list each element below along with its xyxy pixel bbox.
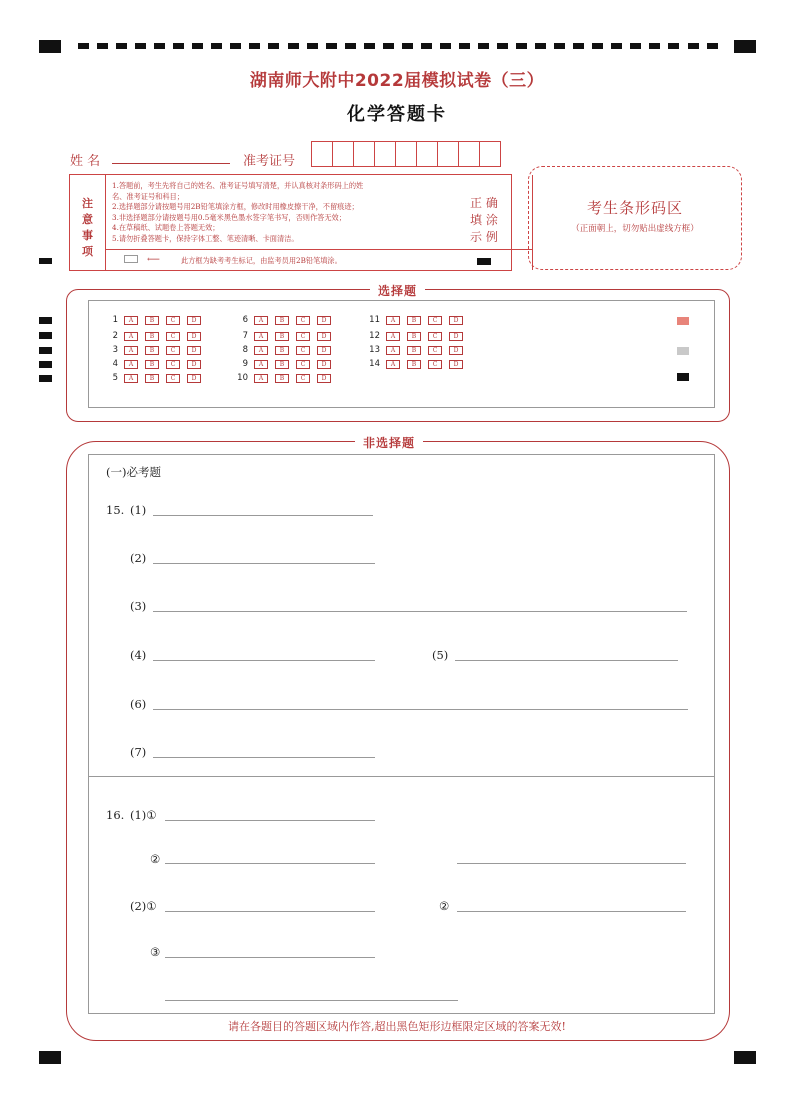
example-label-line: 示 例 <box>470 230 498 244</box>
option-b-bubble[interactable]: B <box>145 346 159 355</box>
q15-part-1: (1) <box>130 503 147 517</box>
choice-question-8 <box>234 345 338 355</box>
option-c-bubble[interactable]: C <box>428 316 442 325</box>
notice-line: 5.请勿折叠答题卡，保持字体工整、笔迹清晰、卡面清洁。 <box>112 233 299 243</box>
notice-head-char: 注 <box>82 197 93 210</box>
choice-question-11 <box>366 315 470 325</box>
question-number: 10 <box>237 373 248 383</box>
option-b-bubble[interactable]: B <box>407 360 421 369</box>
timing-dash <box>478 43 489 49</box>
exam-id-digit-box[interactable] <box>311 141 333 167</box>
option-a-bubble[interactable]: A <box>254 360 268 369</box>
option-a-bubble[interactable]: A <box>124 332 138 341</box>
answer-line[interactable] <box>457 863 686 864</box>
option-d-bubble[interactable]: D <box>187 332 201 341</box>
answer-line[interactable] <box>165 863 375 864</box>
timing-dash <box>688 43 699 49</box>
timing-dash <box>78 43 89 49</box>
timing-dash <box>497 43 508 49</box>
barcode-title: 考生条形码区 <box>586 199 683 217</box>
question-number: 11 <box>369 315 380 325</box>
q16-part-2-circle-2: ② <box>439 899 450 913</box>
exam-id-digit-box[interactable] <box>458 141 480 167</box>
q15-label: 15. <box>106 503 125 517</box>
timing-dash <box>173 43 184 49</box>
option-c-bubble[interactable]: C <box>166 360 180 369</box>
q16-part-2-circle-1: (2)① <box>130 899 157 913</box>
notice-line: 3.非选择题部分请按题号用0.5毫米黑色墨水签字笔书写，否则作答无效； <box>112 212 346 222</box>
barcode-note: （正面朝上，切勿贴出虚线方框） <box>571 224 699 234</box>
exam-title: 湖南师大附中2022届模拟试卷（三） <box>249 71 545 91</box>
timing-dash <box>402 43 413 49</box>
q15-part-6: (6) <box>130 697 147 711</box>
option-c-bubble[interactable]: C <box>296 346 310 355</box>
q15-part-5: (5) <box>432 648 449 662</box>
answer-line[interactable] <box>153 515 373 516</box>
option-a-bubble[interactable]: A <box>254 316 268 325</box>
option-d-bubble[interactable]: D <box>317 332 331 341</box>
q15-part-2: (2) <box>130 551 147 565</box>
option-a-bubble[interactable]: A <box>386 332 400 341</box>
option-d-bubble[interactable]: D <box>317 360 331 369</box>
question-number: 3 <box>112 345 118 355</box>
timing-track-top <box>78 43 718 49</box>
choice-question-5 <box>104 373 208 383</box>
q16-part-1-circle-1: (1)① <box>130 808 157 822</box>
timing-mark <box>39 375 52 382</box>
option-b-bubble[interactable]: B <box>275 346 289 355</box>
q16-circle-2: ② <box>150 852 161 866</box>
answer-line[interactable] <box>165 957 375 958</box>
answer-line[interactable] <box>457 911 686 912</box>
timing-dash <box>668 43 679 49</box>
notice-line: 1.答题前，考生先将自己的姓名、准考证号填写清楚，并认真核对条形码上的姓 <box>112 181 364 190</box>
answer-line[interactable] <box>153 611 687 612</box>
option-a-bubble[interactable]: A <box>254 374 268 383</box>
option-a-bubble[interactable]: A <box>386 316 400 325</box>
exam-id-digit-box[interactable] <box>353 141 375 167</box>
notice-text <box>112 181 462 244</box>
swatch-black <box>677 373 689 381</box>
option-a-bubble[interactable]: A <box>254 346 268 355</box>
choice-question-6 <box>234 315 338 325</box>
notice-line: 名、准考证号和科目； <box>112 191 184 201</box>
timing-dash <box>592 43 603 49</box>
footer-warning: 请在各题目的答题区域内作答,超出黑色矩形边框限定区域的答案无效! <box>228 1020 566 1033</box>
option-a-bubble[interactable]: A <box>124 374 138 383</box>
timing-dash <box>116 43 127 49</box>
example-label-line: 填 涂 <box>470 213 498 227</box>
notice-head <box>70 175 106 270</box>
exam-id-digit-box[interactable] <box>479 141 501 167</box>
question-number: 8 <box>242 345 248 355</box>
choice-question-10 <box>234 373 338 383</box>
timing-dash <box>649 43 660 49</box>
exam-id-digit-box[interactable] <box>416 141 438 167</box>
notice-head-char: 项 <box>82 245 93 258</box>
question-number: 12 <box>369 331 380 341</box>
notice-box <box>69 174 512 271</box>
question-number: 4 <box>112 359 118 369</box>
answer-line[interactable] <box>153 660 375 661</box>
exam-id-label: 准考证号 <box>243 154 296 169</box>
option-b-bubble[interactable]: B <box>145 332 159 341</box>
timing-dash <box>249 43 260 49</box>
question-number: 9 <box>242 359 248 369</box>
option-d-bubble[interactable]: D <box>187 374 201 383</box>
timing-dash <box>326 43 337 49</box>
option-a-bubble[interactable]: A <box>254 332 268 341</box>
answer-line[interactable] <box>153 709 688 710</box>
choice-question-14 <box>366 359 470 369</box>
exam-id-digit-box[interactable] <box>332 141 354 167</box>
timing-dash <box>630 43 641 49</box>
swatch-red <box>677 317 689 325</box>
timing-dash <box>135 43 146 49</box>
choice-question-7 <box>234 331 338 341</box>
timing-dash <box>192 43 203 49</box>
absent-note: 此方框为缺考考生标记，由监考员用2B铅笔填涂。 <box>181 256 342 265</box>
timing-dash <box>364 43 375 49</box>
option-b-bubble[interactable]: B <box>407 316 421 325</box>
nonchoice-inner-box <box>88 454 715 1014</box>
option-a-bubble[interactable]: A <box>386 346 400 355</box>
option-a-bubble[interactable]: A <box>124 346 138 355</box>
required-label: (一)必考题 <box>106 465 161 479</box>
option-b-bubble[interactable]: B <box>275 316 289 325</box>
option-c-bubble[interactable]: C <box>428 332 442 341</box>
timing-dash <box>345 43 356 49</box>
notice-head-char: 意 <box>82 213 93 226</box>
choice-question-9 <box>234 359 338 369</box>
timing-mark <box>39 317 52 324</box>
choice-question-12 <box>366 331 470 341</box>
exam-id-boxes[interactable] <box>312 141 501 167</box>
choice-question-13 <box>366 345 470 355</box>
question-number: 5 <box>112 373 118 383</box>
example-label-line: 正 确 <box>470 196 498 210</box>
choice-question-2 <box>104 331 208 341</box>
timing-dash <box>535 43 546 49</box>
timing-mark <box>39 347 52 354</box>
absent-mark-box[interactable] <box>124 255 138 263</box>
option-d-bubble[interactable]: D <box>187 316 201 325</box>
timing-dash <box>421 43 432 49</box>
option-c-bubble[interactable]: C <box>296 316 310 325</box>
timing-dash <box>707 43 718 49</box>
question-number: 1 <box>112 315 118 325</box>
notice-head-char: 事 <box>82 229 93 242</box>
question-number: 14 <box>369 359 380 369</box>
card-subtitle: 化学答题卡 <box>347 104 447 125</box>
timing-dash <box>97 43 108 49</box>
option-a-bubble[interactable]: A <box>124 360 138 369</box>
option-a-bubble[interactable]: A <box>386 360 400 369</box>
option-b-bubble[interactable]: B <box>145 316 159 325</box>
exam-id-digit-box[interactable] <box>395 141 417 167</box>
option-b-bubble[interactable]: B <box>407 332 421 341</box>
option-d-bubble[interactable]: D <box>317 316 331 325</box>
answer-line[interactable] <box>455 660 678 661</box>
swatch-gray <box>677 347 689 355</box>
q-divider <box>88 776 715 777</box>
choice-question-3 <box>104 345 208 355</box>
exam-id-digit-box[interactable] <box>437 141 459 167</box>
corner-mark-top-left <box>39 40 61 53</box>
notice-line: 4.在草稿纸、试题卷上答题无效； <box>112 223 220 232</box>
timing-dash <box>611 43 622 49</box>
option-d-bubble[interactable]: D <box>317 346 331 355</box>
option-c-bubble[interactable]: C <box>428 360 442 369</box>
option-c-bubble[interactable]: C <box>166 346 180 355</box>
answer-line[interactable] <box>153 757 375 758</box>
option-b-bubble[interactable]: B <box>275 332 289 341</box>
example-filled-box <box>477 258 491 265</box>
option-b-bubble[interactable]: B <box>275 374 289 383</box>
option-d-bubble[interactable]: D <box>449 346 463 355</box>
notice-divider <box>106 249 533 250</box>
answer-line[interactable] <box>165 820 375 821</box>
answer-line[interactable] <box>153 563 375 564</box>
timing-dash <box>516 43 527 49</box>
answer-line[interactable] <box>165 1000 458 1001</box>
question-number: 7 <box>242 331 248 341</box>
timing-dash <box>268 43 279 49</box>
corner-mark-bottom-left <box>39 1051 61 1064</box>
corner-mark-bottom-right <box>734 1051 756 1064</box>
nonchoice-section-title: 非选择题 <box>355 434 423 451</box>
question-number: 6 <box>242 315 248 325</box>
timing-dash <box>459 43 470 49</box>
arrow-left-icon: ⟵ <box>147 255 160 265</box>
choice-section-title: 选择题 <box>370 282 425 299</box>
timing-dash <box>440 43 451 49</box>
choice-question-1 <box>104 315 208 325</box>
option-c-bubble[interactable]: C <box>296 332 310 341</box>
corner-mark-top-right <box>734 40 756 53</box>
option-b-bubble[interactable]: B <box>145 360 159 369</box>
timing-mark <box>39 361 52 368</box>
exam-id-digit-box[interactable] <box>374 141 396 167</box>
question-number: 2 <box>112 331 118 341</box>
q15-part-3: (3) <box>130 599 147 613</box>
option-c-bubble[interactable]: C <box>296 374 310 383</box>
option-a-bubble[interactable]: A <box>124 316 138 325</box>
option-c-bubble[interactable]: C <box>428 346 442 355</box>
choice-question-4 <box>104 359 208 369</box>
option-c-bubble[interactable]: C <box>166 332 180 341</box>
name-label: 姓 名 <box>70 154 101 169</box>
option-d-bubble[interactable]: D <box>449 332 463 341</box>
timing-dash <box>154 43 165 49</box>
notice-line: 2.选择题部分请按题号用2B铅笔填涂方框，修改时用橡皮擦干净，不留痕迹； <box>112 202 359 211</box>
option-d-bubble[interactable]: D <box>317 374 331 383</box>
q15-part-4: (4) <box>130 648 147 662</box>
option-c-bubble[interactable]: C <box>296 360 310 369</box>
question-number: 13 <box>369 345 380 355</box>
timing-dash <box>307 43 318 49</box>
option-d-bubble[interactable]: D <box>449 360 463 369</box>
timing-mark <box>39 258 52 264</box>
option-b-bubble[interactable]: B <box>275 360 289 369</box>
option-c-bubble[interactable]: C <box>166 316 180 325</box>
timing-dash <box>383 43 394 49</box>
timing-mark <box>39 332 52 339</box>
q16-circle-3: ③ <box>150 945 161 959</box>
barcode-area <box>528 166 742 270</box>
timing-dash <box>573 43 584 49</box>
timing-dash <box>288 43 299 49</box>
option-b-bubble[interactable]: B <box>407 346 421 355</box>
option-b-bubble[interactable]: B <box>145 374 159 383</box>
q16-label: 16. <box>106 808 125 822</box>
option-c-bubble[interactable]: C <box>166 374 180 383</box>
name-field[interactable] <box>112 150 230 164</box>
timing-dash <box>230 43 241 49</box>
q15-part-7: (7) <box>130 745 147 759</box>
answer-line[interactable] <box>165 911 375 912</box>
option-d-bubble[interactable]: D <box>187 346 201 355</box>
option-d-bubble[interactable]: D <box>187 360 201 369</box>
timing-dash <box>211 43 222 49</box>
option-d-bubble[interactable]: D <box>449 316 463 325</box>
timing-dash <box>554 43 565 49</box>
